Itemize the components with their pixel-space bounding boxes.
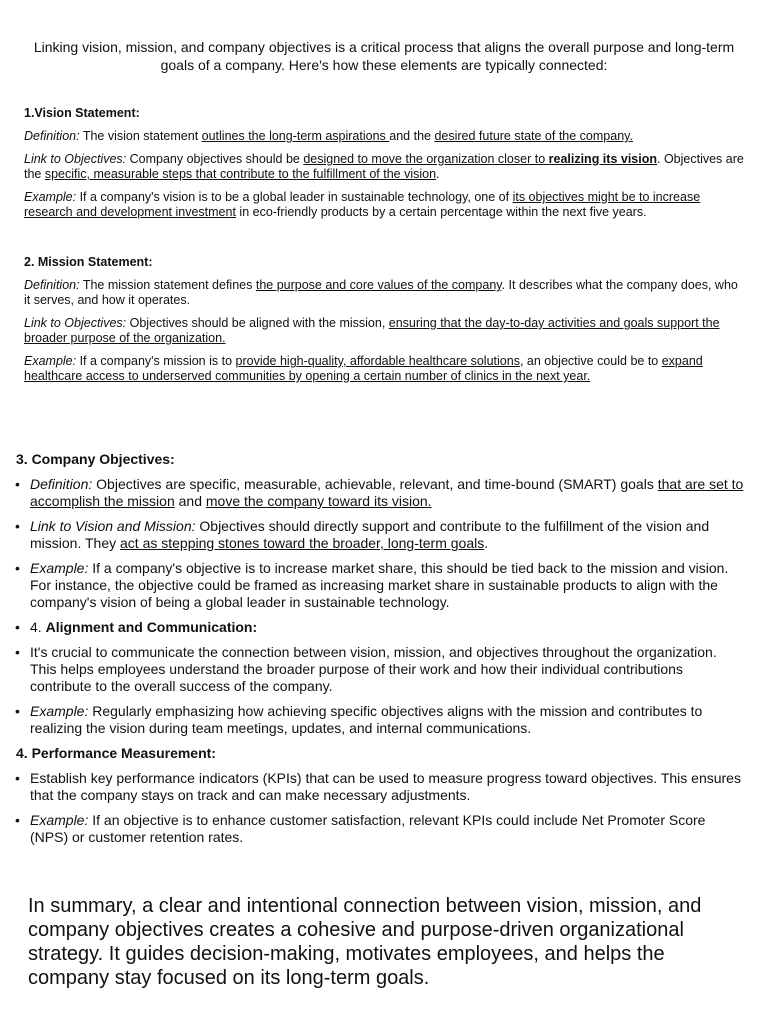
vision-example-underlined: its objectives might be to increase research and development investment xyxy=(24,190,701,219)
performance-list xyxy=(14,770,746,846)
mission-link-text: Objectives should be aligned with the mission, xyxy=(126,316,389,330)
mission-section xyxy=(24,255,744,392)
objective-definition-underlined-1: that are set to accomplish the mission xyxy=(30,476,744,509)
vision-link xyxy=(24,152,744,182)
vision-heading: 1.Vision Statement: xyxy=(24,106,140,120)
list-item xyxy=(14,518,746,552)
vision-definition-label: Definition: xyxy=(24,129,80,143)
mission-example-text: If a company's mission is to xyxy=(76,354,236,368)
mission-definition xyxy=(24,278,744,308)
mission-definition-label: Definition: xyxy=(24,278,80,292)
alignment-example-label: Example: xyxy=(30,703,89,719)
mission-definition-text-2: . It describes what the company does, who it serves, and how it operates. xyxy=(24,278,738,307)
objective-link-text-2: . xyxy=(484,535,489,551)
alignment-heading: Alignment and Communication: xyxy=(45,619,258,635)
objective-definition-text-2: and xyxy=(174,493,206,509)
list-item xyxy=(14,476,746,510)
vision-definition-text-2: and the xyxy=(389,129,435,143)
alignment-number: 4. xyxy=(30,619,46,635)
performance-example-label: Example: xyxy=(30,812,89,828)
mission-example-underlined-1: provide high-quality, affordable healthcare solutions xyxy=(235,354,520,368)
mission-link-underlined: ensuring that the day-to-day activities and goals support the broader purpose of the organization. xyxy=(24,316,720,345)
vision-link-underlined-2: specific, measurable steps that contribute to the fulfillment of the vision xyxy=(44,167,437,181)
vision-link-text-3: . xyxy=(436,167,440,181)
vision-definition-text: The vision statement xyxy=(79,129,202,143)
mission-example xyxy=(24,354,744,384)
objective-example-label: Example: xyxy=(30,560,89,576)
vision-link-text-2: . Objectives are the xyxy=(24,152,744,181)
vision-definition-underlined-2: desired future state of the company. xyxy=(434,129,633,143)
alignment-text: It's crucial to communicate the connection between vision, mission, and objectives throughout the organization. This helps employees understand the broader purpose of their work and how their individual contributions contribute to the overall success of the company. xyxy=(30,644,717,694)
mission-heading: 2. Mission Statement: xyxy=(24,255,153,269)
intro-paragraph: Linking vision, mission, and company objectives is a critical process that aligns the overall purpose and long-term goals of a company. Here's how these elements are typically connected: xyxy=(33,39,735,73)
mission-definition-underlined: the purpose and core values of the company xyxy=(255,278,502,292)
objectives-heading: 3. Company Objectives: xyxy=(16,451,175,467)
vision-example-text-2: in eco-friendly products by a certain percentage within the next five years. xyxy=(235,205,647,219)
objective-link-text: Objectives should directly support and contribute to the fulfillment of the vision and mission. They xyxy=(30,518,710,551)
list-item xyxy=(14,812,746,846)
performance-example-text: If an objective is to enhance customer satisfaction, relevant KPIs could include Net Promoter Score (NPS) or customer retention rates. xyxy=(30,812,706,845)
alignment-example-text: Regularly emphasizing how achieving specific objectives aligns with the mission and contributes to realizing the vision during team meetings, updates, and internal communications. xyxy=(30,703,703,736)
objectives-list xyxy=(14,476,746,737)
objective-definition-text: Objectives are specific, measurable, achievable, relevant, and time-bound (SMART) goals xyxy=(92,476,658,492)
vision-section xyxy=(24,106,744,228)
list-item xyxy=(14,703,746,737)
vision-link-underlined-1: designed to move the organization closer to xyxy=(303,152,549,166)
list-item xyxy=(14,619,746,636)
performance-heading: 4. Performance Measurement: xyxy=(16,745,216,761)
list-item xyxy=(14,770,746,804)
mission-example-label: Example: xyxy=(24,354,77,368)
mission-example-underlined-2: expand healthcare access to underserved communities by opening a certain number of clinics in the next year. xyxy=(24,354,703,383)
objective-example-text: If a company's objective is to increase market share, this should be tied back to the mission and vision. For instance, the objective could be framed as increasing market share in sustainable products to align with the company's vision of being a global leader in sustainable technology. xyxy=(30,560,729,610)
objective-link-underlined: act as stepping stones toward the broader, long-term goals xyxy=(120,535,485,551)
mission-example-text-2: , an objective could be to xyxy=(519,354,662,368)
vision-definition-underlined-1: outlines the long-term aspirations xyxy=(201,129,390,143)
vision-example xyxy=(24,190,744,220)
vision-example-label: Example: xyxy=(24,190,77,204)
vision-definition xyxy=(24,129,744,144)
list-item xyxy=(14,644,746,695)
mission-definition-text: The mission statement defines xyxy=(79,278,256,292)
vision-link-label: Link to Objectives: xyxy=(24,152,127,166)
vision-link-bold: realizing its vision xyxy=(548,152,657,166)
objective-definition-label: Definition: xyxy=(30,476,93,492)
list-item xyxy=(14,560,746,611)
performance-kpi-text: Establish key performance indicators (KPIs) that can be used to measure progress toward objectives. This ensures that the company stays on track and can make necessary adjustments. xyxy=(30,770,741,803)
summary-paragraph: In summary, a clear and intentional connection between vision, mission, and company objectives creates a cohesive and purpose-driven organizational strategy. It guides decision-making, motivates employees, and helps the company stay focused on its long-term goals. xyxy=(28,895,702,989)
mission-link xyxy=(24,316,744,346)
objectives-section xyxy=(14,451,746,854)
vision-link-text: Company objectives should be xyxy=(126,152,304,166)
objective-link-label: Link to Vision and Mission: xyxy=(30,518,196,534)
objective-definition-underlined-2: move the company toward its vision. xyxy=(205,493,432,509)
vision-example-text: If a company's vision is to be a global leader in sustainable technology, one of xyxy=(76,190,513,204)
mission-link-label: Link to Objectives: xyxy=(24,316,127,330)
